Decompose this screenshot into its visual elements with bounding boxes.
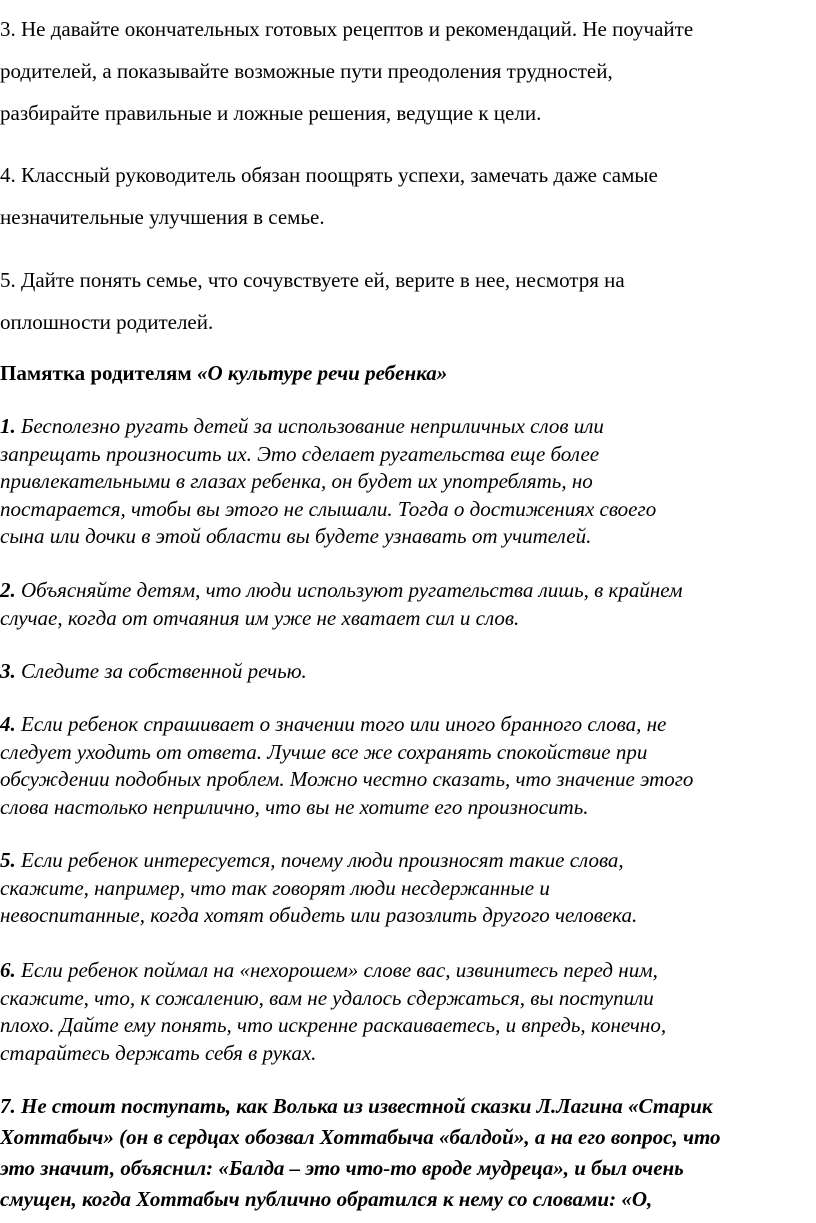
paragraph-5 (0, 259, 812, 343)
text-line: 3. Не давайте окончательных готовых рецептов и рекомендаций. Не поучайте (0, 17, 694, 41)
text-line: постарается, чтобы вы этого не слышали. Тогда о достижениях своего (0, 496, 657, 521)
text-line: сына или дочки в этой области вы будете узнавать от учителей. (0, 524, 592, 548)
text-line: Если ребенок спрашивает о значении того или иного бранного слова, не (15, 712, 667, 736)
memo-item-4 (0, 711, 812, 821)
memo-item-2 (0, 577, 812, 632)
memo-title-quote: «О культуре речи ребенка» (196, 361, 448, 385)
item-number: 4. (0, 712, 16, 736)
text-line: Бесполезно ругать детей за использование неприличных слов или (15, 414, 604, 438)
memo-title-plain: Памятка родителям (0, 361, 197, 385)
text-line: следует уходить от ответа. Лучше все же сохранять спокойствие при (0, 739, 648, 764)
text-line: запрещать произносить их. Это сделает ругательства еще более (0, 441, 600, 466)
text-line: смущен, когда Хоттабыч публично обратился к нему со словами: «О, (0, 1187, 653, 1211)
text-line: незначительные улучшения в семье. (0, 205, 325, 229)
text-line: скажите, например, что так говорят люди несдержанные и (0, 875, 550, 900)
text-line: случае, когда от отчаяния им уже не хватает сил и слов. (0, 605, 520, 630)
memo-item-6 (0, 957, 812, 1067)
text-line: разбирайте правильные и ложные решения, ведущие к цели. (0, 101, 542, 125)
memo-item-7 (0, 1091, 812, 1215)
text-line: Если ребенок интересуется, почему люди произносят такие слова, (15, 848, 624, 872)
paragraph-3 (0, 8, 812, 134)
text-line: привлекательными в глазах ребенка, он будет их употреблять, но (0, 469, 593, 493)
text-line: скажите, что, к сожалению, вам не удалось сдержаться, вы поступили (0, 985, 654, 1010)
text-line: оплошности родителей. (0, 310, 214, 334)
paragraph-4 (0, 154, 812, 238)
item-number: 3. (0, 659, 16, 683)
text-line: обсуждении подобных проблем. Можно честно сказать, что значение этого (0, 767, 694, 791)
memo-title (0, 358, 447, 388)
memo-item-1 (0, 413, 812, 551)
text-line: слова настолько неприлично, что вы не хотите его произносить. (0, 794, 589, 819)
text-line: Если ребенок поймал на «нехорошем» слове вас, извинитесь перед ним, (15, 958, 658, 982)
item-number: 2. (0, 578, 16, 602)
text-line: Объясняйте детям, что люди используют ругательства лишь, в крайнем (15, 578, 683, 602)
memo-item-5 (0, 847, 812, 930)
text-line: родителей, а показывайте возможные пути преодоления трудностей, (0, 59, 613, 83)
text-line: 5. Дайте понять семье, что сочувствуете ей, верите в нее, несмотря на (0, 268, 625, 292)
item-number: 7. (0, 1094, 16, 1118)
text-line: 4. Классный руководитель обязан поощрять успехи, замечать даже самые (0, 163, 658, 187)
text-line: это значит, объяснил: «Балда – это что-то вроде мудреца», и был очень (0, 1156, 684, 1180)
text-line: Хоттабыч» (он в сердцах обозвал Хоттабыча «балдой», а на его вопрос, что (0, 1125, 721, 1149)
text-line: старайтесь держать себя в руках. (0, 1040, 317, 1065)
item-number: 5. (0, 848, 16, 872)
memo-item-3 (0, 658, 812, 686)
item-number: 6. (0, 958, 16, 982)
text-line: невоспитанные, когда хотят обидеть или разозлить другого человека. (0, 903, 638, 927)
text-line: плохо. Дайте ему понять, что искренне раскаиваетесь, и впредь, конечно, (0, 1013, 667, 1037)
text-line: Не стоит поступать, как Волька из известной сказки Л.Лагина «Старик (15, 1094, 713, 1118)
text-line: Следите за собственной речью. (15, 659, 307, 683)
item-number: 1. (0, 414, 16, 438)
